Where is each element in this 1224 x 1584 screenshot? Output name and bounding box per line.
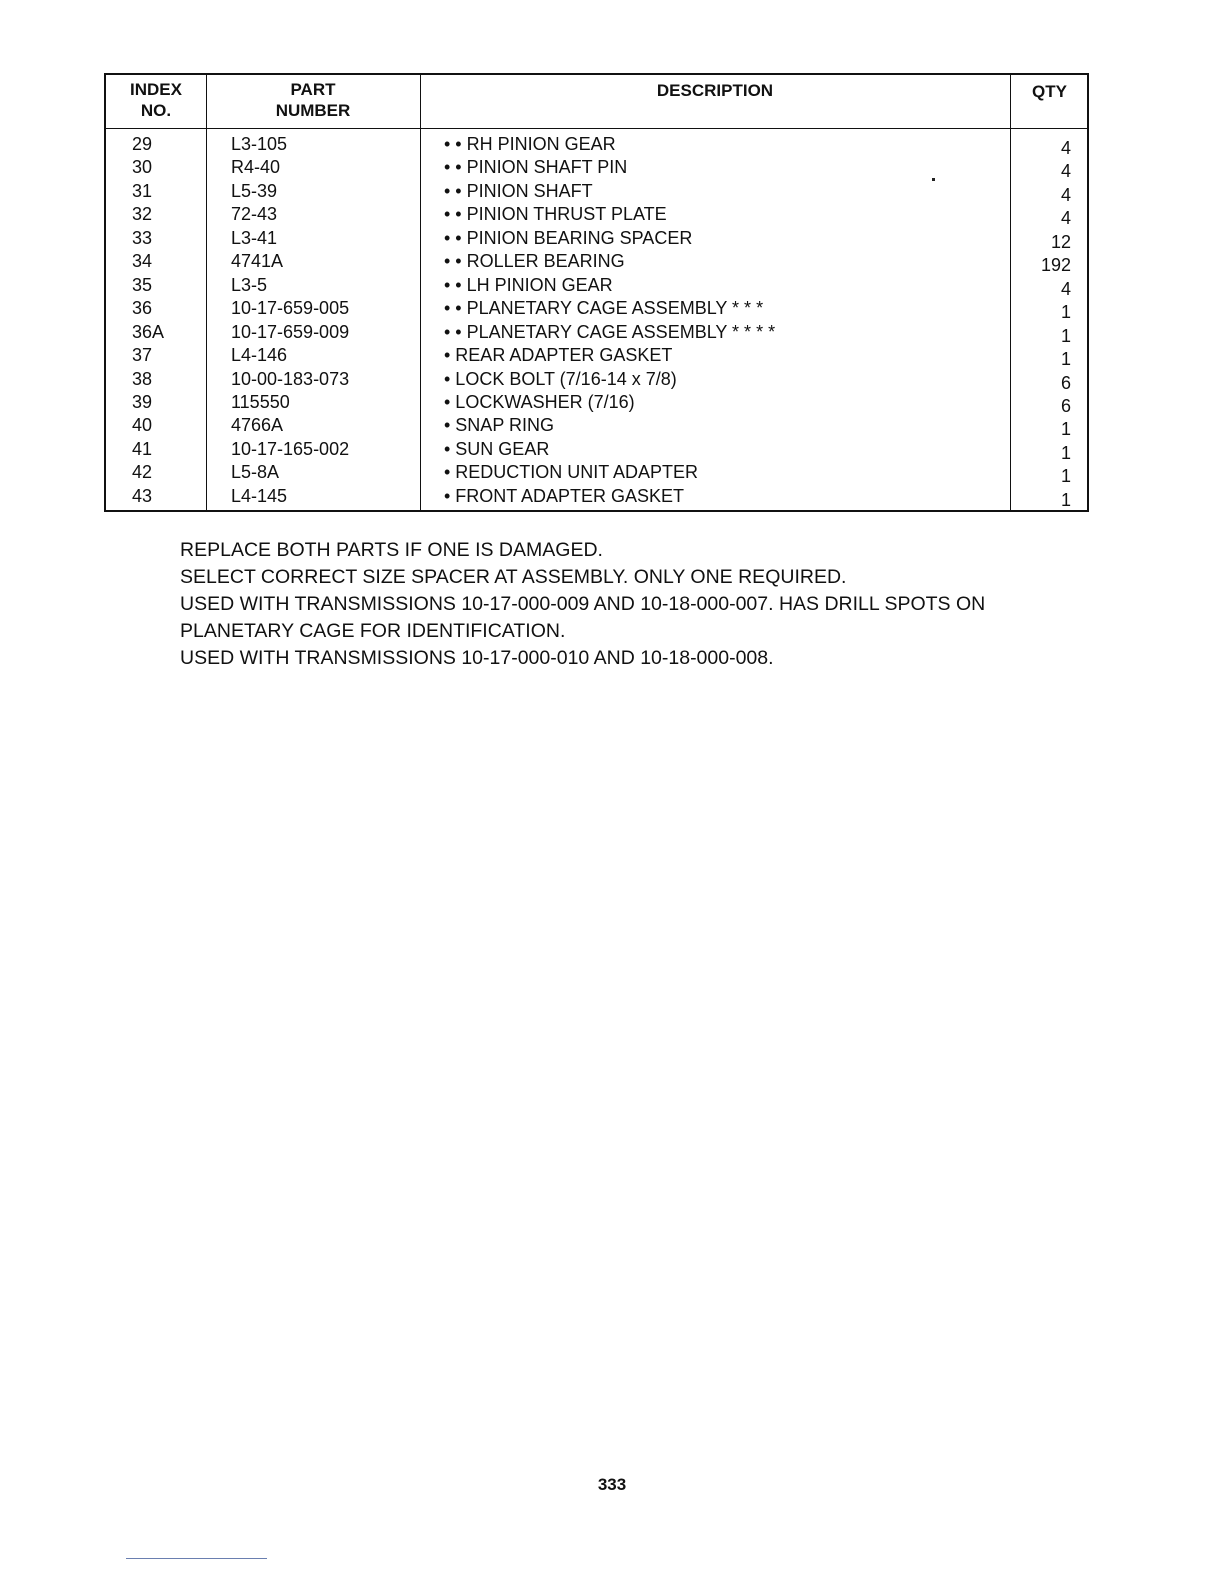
cell-index: 41 [132,438,153,459]
cell-description: • • PINION SHAFT [444,180,593,201]
footnotes [120,537,985,672]
table-row [106,297,1087,323]
cell-part-number: L3-41 [231,227,278,248]
footnote-text: SELECT CORRECT SIZE SPACER AT ASSEMBLY. ONLY ONE REQUIRED. [180,566,847,588]
header-qty [1010,81,1089,102]
cell-part-number: L3-105 [231,134,288,154]
header-part-line1: PART [290,80,336,99]
header-index-line2: NO. [140,101,172,120]
cell-part-number: 4741A [231,251,284,272]
table-row [106,250,1087,276]
header-part-number [206,79,420,121]
footnote-text: REPLACE BOTH PARTS IF ONE IS DAMAGED. [180,539,603,561]
table-row [106,156,1087,182]
table-row [106,344,1087,370]
table-row [106,133,1087,156]
cell-qty: 6 [1060,372,1071,393]
cell-qty: 1 [1060,302,1071,323]
header-description-label: DESCRIPTION [656,81,774,100]
cell-index: 29 [132,134,153,154]
cell-description: • • LH PINION GEAR [444,274,613,295]
table-row [106,414,1087,440]
cell-qty: 1 [1060,325,1071,346]
footnote-text: USED WITH TRANSMISSIONS 10-17-000-009 AND 10-18-000-007. HAS DRILL SPOTS ON [180,593,986,615]
footnote [120,645,985,672]
cell-index: 43 [132,485,153,506]
cell-part-number: 72-43 [231,204,278,225]
cell-part-number: L3-5 [231,274,268,295]
table-row [106,203,1087,229]
footnote [120,537,985,564]
cell-qty: 1 [1060,466,1071,487]
cell-description: • LOCKWASHER (7/16) [444,391,635,412]
cell-qty: 1 [1060,419,1071,440]
cell-description: • SNAP RING [444,415,554,436]
footnote [120,591,985,645]
cell-qty: 1 [1060,349,1071,370]
cell-qty: 4 [1060,184,1071,205]
parts-table [104,73,1089,512]
cell-part-number: L5-39 [231,180,278,201]
table-row [106,321,1087,344]
cell-description: • • RH PINION GEAR [444,134,616,154]
cell-description: • • PINION SHAFT PIN [444,157,628,178]
cell-part-number: 10-17-659-009 [231,321,350,342]
cell-description: • • PLANETARY CAGE ASSEMBLY * * * [444,298,764,319]
cell-part-number: L4-145 [231,485,288,506]
cell-index: 30 [132,157,153,178]
cell-part-number: L5-8A [231,462,280,483]
header-index [106,79,206,121]
cell-qty: 4 [1060,278,1071,299]
cell-index: 36 [132,298,153,319]
cell-qty: 12 [1050,231,1071,252]
cell-qty: 1 [1060,442,1071,463]
cell-index: 38 [132,368,153,389]
cell-description: • • PLANETARY CAGE ASSEMBLY * * * * [444,321,776,342]
cell-index: 35 [132,274,153,295]
table-row [106,461,1087,487]
cell-part-number: 115550 [231,391,290,412]
footnote-text-continuation: PLANETARY CAGE FOR IDENTIFICATION. [180,620,566,642]
cell-qty: 1 [1060,489,1071,510]
table-row [106,274,1087,297]
cell-index: 37 [132,345,153,366]
cell-index: 34 [132,251,153,272]
footnote [120,564,985,591]
cell-qty: 4 [1060,208,1071,229]
cell-index: 31 [132,180,153,201]
cell-part-number: R4-40 [231,157,281,178]
cell-description: • REDUCTION UNIT ADAPTER [444,462,698,483]
table-row [106,180,1087,203]
cell-description: • LOCK BOLT (7/16-14 x 7/8) [444,368,677,389]
header-index-line1: INDEX [130,80,182,99]
cell-description: • • PINION BEARING SPACER [444,227,693,248]
cell-part-number: 10-17-659-005 [231,298,350,319]
cell-description: • SUN GEAR [444,438,550,459]
cell-part-number: 10-00-183-073 [231,368,350,389]
cell-index: 42 [132,462,153,483]
header-divider [106,128,1087,129]
cell-qty: 6 [1060,395,1071,416]
footnote-text: USED WITH TRANSMISSIONS 10-17-000-010 AND 10-18-000-008. [180,647,774,669]
header-description [420,80,1010,101]
cell-index: 39 [132,391,153,412]
cell-description: • FRONT ADAPTER GASKET [444,485,685,506]
table-row [106,391,1087,414]
cell-index: 40 [132,415,153,436]
cell-qty: 4 [1060,161,1071,182]
cell-part-number: 10-17-165-002 [231,438,350,459]
cell-part-number: L4-146 [231,345,288,366]
header-part-line2: NUMBER [275,101,351,120]
cell-index: 32 [132,204,153,225]
cell-index: 36A [132,321,165,342]
table-row [106,438,1087,461]
page-number: 333 [597,1475,627,1494]
cell-description: • REAR ADAPTER GASKET [444,345,673,366]
cell-index: 33 [132,227,153,248]
cell-description: • • PINION THRUST PLATE [444,204,667,225]
table-row [106,485,1087,508]
cell-qty: 192 [1040,255,1071,276]
cell-part-number: 4766A [231,415,284,436]
cell-qty: 4 [1060,138,1071,158]
header-qty-label: QTY [1032,82,1067,101]
table-row [106,227,1087,250]
cell-description: • • ROLLER BEARING [444,251,625,272]
table-row [106,368,1087,391]
